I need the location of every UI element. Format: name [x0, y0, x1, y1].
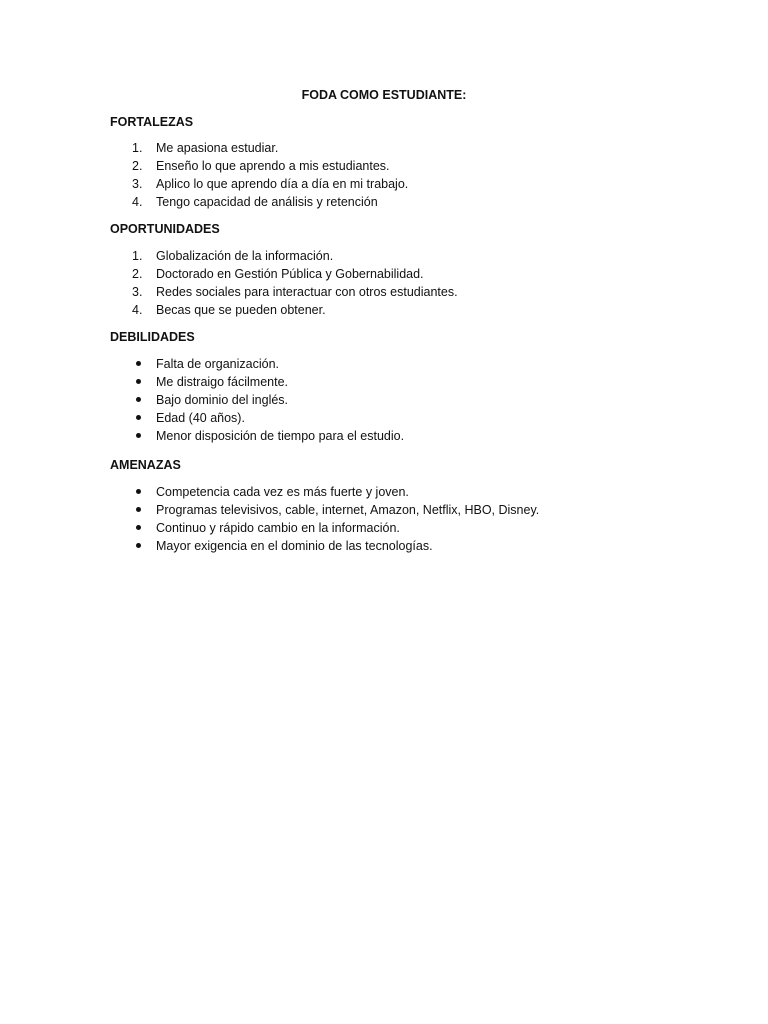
bullet-icon: [136, 397, 141, 402]
list-item: [110, 537, 539, 555]
list-item-text: Enseño lo que aprendo a mis estudiantes.: [156, 159, 390, 173]
list-item: [110, 519, 539, 537]
list-item: [110, 247, 458, 265]
document-title: FODA COMO ESTUDIANTE:: [301, 88, 467, 102]
list-item-text: Competencia cada vez es más fuerte y joven.: [156, 485, 409, 499]
list-item: [110, 265, 458, 283]
list-item-text: Mayor exigencia en el dominio de las tecnologías.: [156, 539, 433, 553]
bullet-icon: [136, 489, 141, 494]
list-item-text: Me apasiona estudiar.: [156, 141, 279, 155]
list-item: [110, 193, 408, 211]
list-item: [110, 373, 404, 391]
bullet-icon: [136, 415, 141, 420]
list-item: [110, 427, 404, 445]
list-debilidades: [110, 355, 404, 445]
list-item-text: Edad (40 años).: [156, 411, 245, 425]
bullet-icon: [136, 379, 141, 384]
list-item: [110, 409, 404, 427]
section-heading-fortalezas: FORTALEZAS: [110, 115, 194, 129]
list-item-text: Redes sociales para interactuar con otros estudiantes.: [156, 285, 458, 299]
list-item-text: Bajo dominio del inglés.: [156, 393, 289, 407]
list-item-text: Menor disposición de tiempo para el estudio.: [156, 429, 405, 443]
list-item: [110, 355, 404, 373]
list-item: [110, 391, 404, 409]
list-item: [110, 283, 458, 301]
list-item-text: Tengo capacidad de análisis y retención: [156, 195, 378, 209]
list-item: [110, 139, 408, 157]
bullet-icon: [136, 507, 141, 512]
list-item-text: Me distraigo fácilmente.: [156, 375, 289, 389]
list-oportunidades: [110, 247, 458, 319]
list-item-text: Aplico lo que aprendo día a día en mi trabajo.: [156, 177, 409, 191]
list-number: 3.: [132, 177, 143, 191]
list-item: [110, 301, 458, 319]
section-heading-debilidades: DEBILIDADES: [110, 330, 195, 344]
list-number: 4.: [132, 303, 143, 317]
list-number: 1.: [132, 249, 143, 263]
list-number: 1.: [132, 141, 143, 155]
section-heading-oportunidades: OPORTUNIDADES: [110, 222, 220, 236]
bullet-icon: [136, 543, 141, 548]
list-number: 2.: [132, 267, 143, 281]
list-item: [110, 157, 408, 175]
list-number: 4.: [132, 195, 143, 209]
list-item: [110, 501, 539, 519]
list-item: [110, 483, 539, 501]
list-item: [110, 175, 408, 193]
list-item-text: Doctorado en Gestión Pública y Gobernabilidad.: [156, 267, 424, 281]
list-item-text: Falta de organización.: [156, 357, 279, 371]
list-number: 3.: [132, 285, 143, 299]
list-fortalezas: [110, 139, 408, 211]
list-amenazas: [110, 483, 539, 555]
list-item-text: Continuo y rápido cambio en la información.: [156, 521, 400, 535]
bullet-icon: [136, 525, 141, 530]
bullet-icon: [136, 433, 141, 438]
list-item-text: Programas televisivos, cable, internet, Amazon, Netflix, HBO, Disney.: [156, 503, 540, 517]
list-number: 2.: [132, 159, 143, 173]
list-item-text: Globalización de la información.: [156, 249, 334, 263]
list-item-text: Becas que se pueden obtener.: [156, 303, 326, 317]
section-heading-amenazas: AMENAZAS: [110, 458, 181, 472]
bullet-icon: [136, 361, 141, 366]
